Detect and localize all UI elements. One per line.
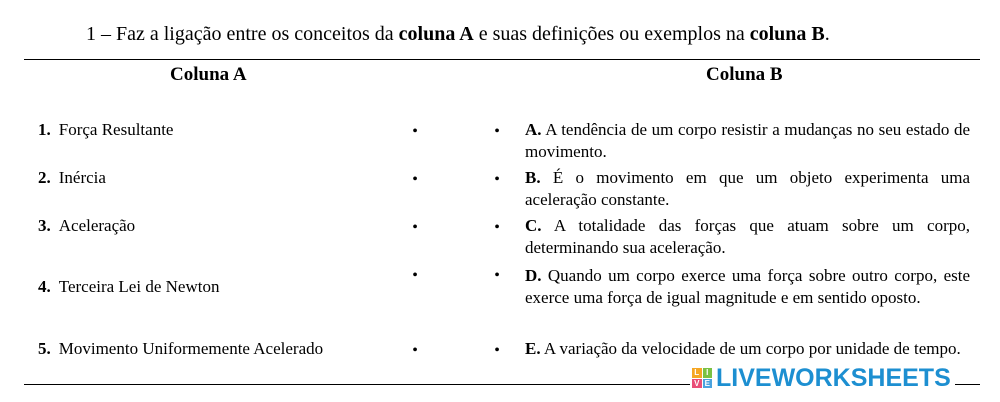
definition-item (525, 338, 970, 360)
definition-item (525, 119, 970, 163)
definition-letter: E. (525, 339, 541, 358)
table-top-rule (24, 59, 980, 60)
instruction-prefix: 1 – Faz a ligação entre os conceitos da (86, 23, 399, 45)
term-label: Movimento Uniformemente Acelerado (58, 339, 324, 358)
definition-text: A variação da velocidade de um corpo por unidade de tempo. (543, 339, 961, 358)
term-item (38, 276, 219, 298)
instruction-bold-coluna-b: coluna B (749, 23, 825, 45)
liveworksheets-logo-icon: L I V E (692, 368, 712, 388)
column-a-header: Coluna A (170, 64, 247, 85)
connect-dot-left[interactable]: • (412, 342, 418, 359)
term-item (38, 338, 323, 360)
definition-letter: D. (525, 266, 542, 285)
definition-item (525, 167, 970, 211)
connect-dot-right[interactable]: • (494, 219, 500, 236)
term-label: Aceleração (58, 216, 136, 235)
instruction-text (86, 20, 830, 48)
term-number: 1. (38, 120, 51, 139)
liveworksheets-watermark (690, 364, 955, 392)
definition-letter: C. (525, 216, 542, 235)
term-number: 4. (38, 277, 51, 296)
definition-text: É o movimento em que um objeto experimenta uma aceleração constante. (525, 168, 971, 209)
definition-text: A tendência de um corpo resistir a mudanças no seu estado de movimento. (525, 120, 971, 161)
term-number: 3. (38, 216, 51, 235)
instruction-suffix: . (824, 23, 830, 45)
definition-text: Quando um corpo exerce uma força sobre outro corpo, este exerce uma força de igual magnitude e em sentido oposto. (525, 266, 970, 307)
definition-text: A totalidade das forças que atuam sobre um corpo, determinando sua aceleração. (525, 216, 970, 257)
term-label: Terceira Lei de Newton (58, 277, 220, 296)
definition-letter: B. (525, 168, 541, 187)
watermark-text: LIVEWORKSHEETS (716, 364, 951, 392)
definition-item (525, 215, 970, 259)
connect-dot-left[interactable]: • (412, 219, 418, 236)
column-b-header: Coluna B (706, 64, 783, 85)
definition-item (525, 265, 970, 309)
term-label: Inércia (58, 168, 106, 187)
connect-dot-left[interactable]: • (412, 123, 418, 140)
term-item (38, 167, 106, 189)
connect-dot-right[interactable]: • (494, 123, 500, 140)
term-number: 2. (38, 168, 51, 187)
term-item (38, 119, 173, 141)
connect-dot-left[interactable]: • (412, 171, 418, 188)
term-label: Força Resultante (58, 120, 174, 139)
connect-dot-left[interactable]: • (412, 267, 418, 284)
definition-letter: A. (525, 120, 542, 139)
connect-dot-right[interactable]: • (494, 171, 500, 188)
term-item (38, 215, 135, 237)
instruction-bold-coluna-a: coluna A (398, 23, 474, 45)
instruction-middle: e suas definições ou exemplos na (473, 23, 750, 45)
term-number: 5. (38, 339, 51, 358)
connect-dot-right[interactable]: • (494, 342, 500, 359)
connect-dot-right[interactable]: • (494, 267, 500, 284)
